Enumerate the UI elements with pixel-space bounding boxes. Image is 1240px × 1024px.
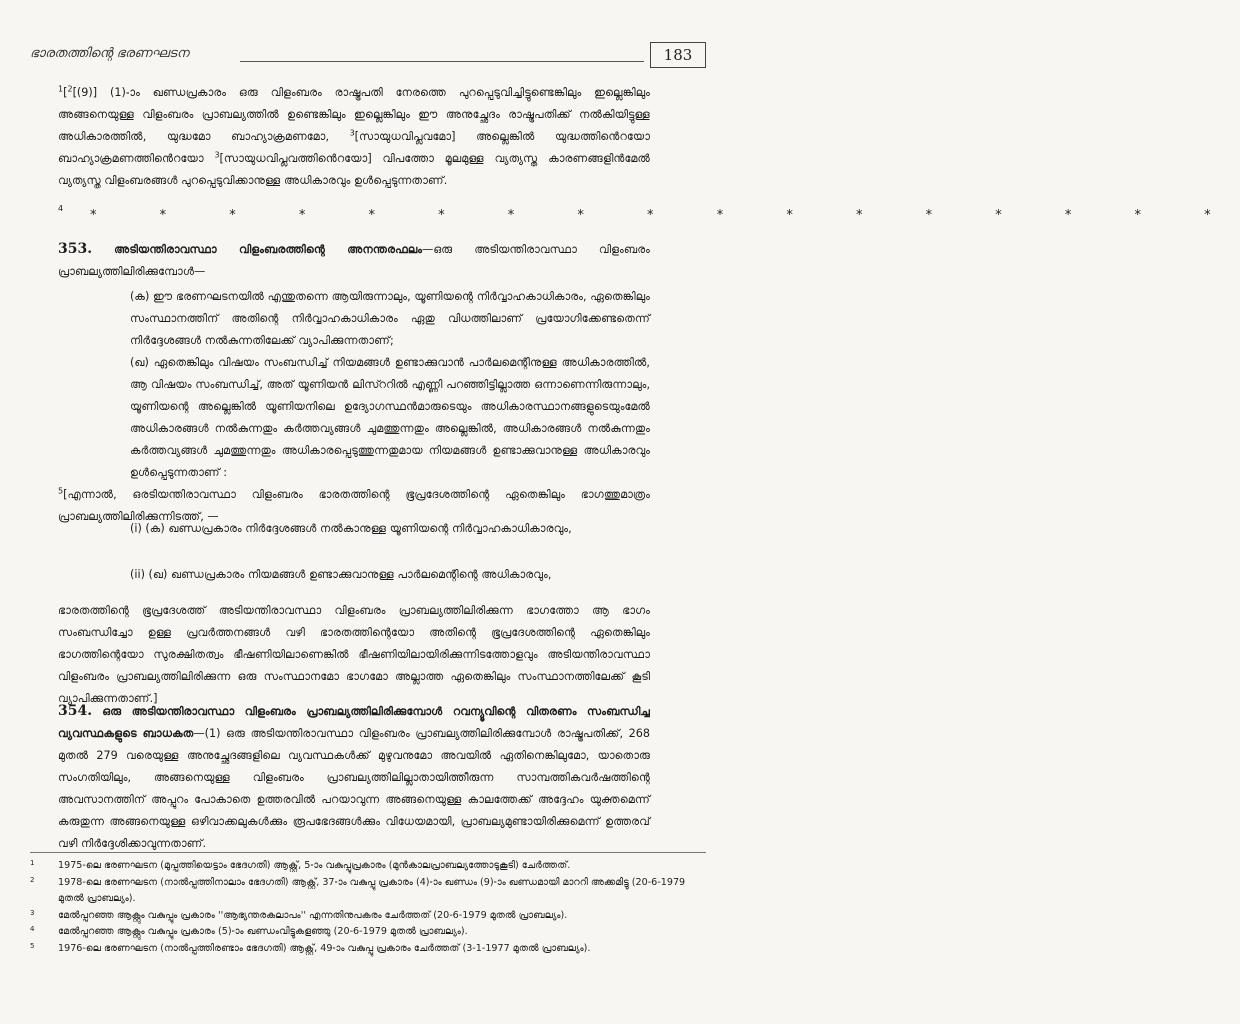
footnote [30, 858, 706, 875]
section-lead: —ഒരു അടിയന്തിരാവസ്ഥാ വിളംബരം പ്രാബല്യത്തിലിരിക്കുമ്പോൾ— [58, 243, 650, 278]
intro-paragraph [58, 82, 650, 192]
footnote-ref: 5 [58, 486, 64, 496]
section-body: —(1) ഒരു അടിയന്തിരാവസ്ഥാ വിളംബരം പ്രാബല്യത്തിലിരിക്കുമ്പോൾ രാഷ്ട്രപതിക്ക്, 268 മുതൽ 279 വരെയുള്ള അനുച്ഛേദങ്ങളിലെ വ്യവസ്ഥകൾക്ക് മുഴുവനുമോ അവയിൽ ഏതിനെങ്കിലുമോ, യാതൊരു സംഗതിയിലും, അങ്ങനെയുള്ള വിളംബരം പ്രാബല്യത്തിലില്ലാതായിത്തീരുന്ന സാമ്പത്തികവർഷത്തിന്റെ അവസാനത്തിന് അപ്പുറം പോകാതെ ഉത്തരവിൽ പറയാവുന്ന അങ്ങനെയുള്ള കാലത്തേക്ക് അദ്ദേഹം യുക്തമെന്ന് കരുതുന്ന അങ്ങനെയുള്ള ഒഴിവാക്കലുകൾക്കും രൂപഭേദങ്ങൾക്കും വിധേയമായി, പ്രാബല്യമുണ്ടായിരിക്കുമെന്ന് ഉത്തരവ് വഴി നിർദ്ദേശിക്കാവുന്നതാണ്. [58, 727, 650, 850]
intro-text: [സായുധവിപ്ലവമോ] അല്ലെങ്കിൽ യുദ്ധത്തിൻെറയോ ബാഹ്യാക്രമണത്തിൻെറയോ [58, 130, 650, 165]
footnote-ref: 3 [349, 128, 355, 138]
section-number: 354. [58, 703, 93, 719]
section-353-heading [58, 238, 650, 283]
footnote-number: 5 [30, 941, 35, 950]
subclause-i: (i) (ക) ഖണ്ഡപ്രകാരം നിർദ്ദേശങ്ങൾ നൽകാനുള്ള യൂണിയന്റെ നിർവ്വാഹകാധികാരവും, [130, 522, 572, 535]
footnote-text: 1976-ലെ ഭരണഘടന (നാൽപ്പത്തിരണ്ടാം ഭേദഗതി) ആക്റ്റ്, 49-ാം വകുപ്പു പ്രകാരം ചേർത്തത് (3-1-1977 മുതൽ പ്രാബല്യം). [58, 942, 591, 954]
footnote-text: മേൽപ്പറഞ്ഞ ആക്റ്റും വകുപ്പും പ്രകാരം (5)-ാം ഖണ്ഡംവിട്ടുകളഞ്ഞു (20-6-1979 മുതൽ പ്രാബല്യം). [58, 926, 468, 937]
footnote-number: 4 [30, 925, 35, 933]
intro-text: [(9)] (1)-ാം ഖണ്ഡപ്രകാരം ഒരു വിളംബരം രാഷ്ട്രപതി നേരത്തെ പുറപ്പെടുവിച്ചിട്ടുണ്ടെങ്കിലും ഇല്ലെങ്കിലും അങ്ങനെയുള്ള വിളംബരം പ്രാബല്യത്തിൽ ഉണ്ടെങ്കിലും ഇല്ലെങ്കിലും ഈ അനുച്ഛേദം രാഷ്ട്രപതിക്ക് നൽകിയിട്ടുള്ള അധികാരത്തിൽ, യുദ്ധമോ ബാഹ്യാക്രമണമോ, [58, 86, 650, 143]
footnote-ref: 1 [58, 84, 64, 94]
stars: * * * * * * * * * * * * * * * * * [90, 208, 1240, 223]
footnote-ref: 3 [214, 150, 220, 160]
footnote-text: 1978-ലെ ഭരണഘടന (നാൽപ്പത്തിനാലാം ഭേദഗതി) ആക്റ്റ്, 37-ാം വകുപ്പു പ്രകാരം (4)-ാം ഖണ്ഡം (9)-ാം ഖണ്ഡമായി മാററി അക്കമിട്ടു (20-6-1979 മുതൽ പ്രാബല്യം). [58, 876, 686, 904]
footnote [30, 941, 706, 958]
section-title: അടിയന്തിരാവസ്ഥാ വിളംബരത്തിന്റെ അനന്തരഫലം [114, 243, 423, 256]
footnote-text: മേൽപ്പറഞ്ഞ ആക്റ്റും വകുപ്പും പ്രകാരം ''ആഭ്യന്തരകലാപം'' എന്നതിനുപകരം ചേർത്തത് (20-6-1979 മുതൽ പ്രാബല്യം). [58, 909, 568, 921]
footnote-ref: 2 [67, 84, 73, 94]
page-number: 183 [650, 42, 706, 68]
proviso-text: [എന്നാൽ, ഒരടിയന്തിരാവസ്ഥാ വിളംബരം ഭാരതത്തിന്റെ ഭൂപ്രദേശത്തിന്റെ ഏതെങ്കിലും ഭാഗത്തുമാത്രം പ്രാബല്യത്തിലിരിക്കുന്നിടത്ത്, — [58, 488, 650, 523]
footnote [30, 875, 706, 908]
omission-stars [58, 204, 1240, 228]
header-rule [240, 61, 644, 62]
proviso-end: ഭാരതത്തിന്റെ ഭൂപ്രദേശത്ത് അടിയന്തിരാവസ്ഥാ വിളംബരം പ്രാബല്യത്തിലിരിക്കുന്ന ഭാഗത്തോ ആ ഭാഗം സംബന്ധിച്ചോ ഉള്ള പ്രവർത്തനങ്ങൾ വഴി ഭാരതത്തിന്റെയോ അതിന്റെ ഭൂപ്രദേശത്തിന്റെ ഏതെങ്കിലും ഭാഗത്തിന്റെയോ സുരക്ഷിതത്വം ഭീഷണിയിലാണെങ്കിൽ ഭീഷണിയിലായിരിക്കുന്നിടത്തോളവും അടിയന്തിരാവസ്ഥാ വിളംബരം പ്രാബല്യത്തിലിരിക്കുന്ന ഒരു സംസ്ഥാനമോ ഭാഗമോ അല്ലാത്ത ഏതെങ്കിലും സംസ്ഥാനത്തിലേക്ക് കൂടി വ്യാപിക്കുന്നതാണ്.] [58, 604, 650, 705]
page-header [30, 42, 706, 72]
footnote [30, 924, 706, 941]
clause-b: (ഖ) ഏതെങ്കിലും വിഷയം സംബന്ധിച്ച് നിയമങ്ങൾ ഉണ്ടാക്കുവാൻ പാർലമെന്റിനുള്ള അധികാരത്തിൽ, ആ വിഷയം സംബന്ധിച്ച്, അത് യൂണിയൻ ലിസ്ററിൽ എണ്ണി പറഞ്ഞിട്ടില്ലാത്ത ഒന്നാണെന്നിരുന്നാലും, യൂണിയന്റെ അല്ലെങ്കിൽ യൂണിയനിലെ ഉദ്യോഗസ്ഥൻമാരുടെയും അധികാരസ്ഥാനങ്ങളുടെയുംമേൽ അധികാരങ്ങൾ നൽകുന്നതും കർത്തവ്യങ്ങൾ ചുമത്തുന്നതും അല്ലെങ്കിൽ, അധികാരങ്ങൾ നൽകുന്നതും കർത്തവ്യങ്ങൾ ചുമത്തുന്നതും അധികാരപ്പെടുത്തുന്നതുമായ നിയമങ്ങൾ ഉണ്ടാക്കുവാനുള്ള അധികാരവും ഉൾപ്പെടുന്നതാണ് : [130, 356, 650, 479]
footnote-number: 2 [30, 875, 35, 884]
running-title: ഭാരതത്തിന്റെ ഭരണഘടന [30, 46, 189, 61]
footnote-text: 1975-ലെ ഭരണഘടന (മുപ്പത്തിയെട്ടാം ഭേദഗതി) ആക്റ്റ്, 5-ാം വകുപ്പുപ്രകാരം (മുൻകാലപ്രാബല്യത്തോടുകൂടി) ചേർത്തത്. [58, 860, 571, 871]
footnotes [30, 858, 706, 957]
section-title: ഒരു അടിയന്തിരാവസ്ഥാ വിളംബരം പ്രാബല്യത്തിലിരിക്കുമ്പോൾ റവന്യൂവിന്റെ വിതരണം സംബന്ധിച്ച വ്യവസ്ഥകളുടെ ബാധകത [58, 705, 651, 740]
footnote-number: 1 [30, 859, 35, 867]
footnote-rule [30, 852, 706, 853]
footnote-number: 3 [30, 908, 35, 917]
subclause-ii: (ii) (ഖ) ഖണ്ഡപ്രകാരം നിയമങ്ങൾ ഉണ്ടാക്കുവാനുള്ള പാർലമെന്റിന്റെ അധികാരവും, [130, 568, 552, 581]
footnote-ref: 4 [58, 204, 64, 213]
clause-a: (ക) ഈ ഭരണഘടനയിൽ എന്തുതന്നെ ആയിരുന്നാലും, യൂണിയന്റെ നിർവ്വാഹകാധികാരം, ഏതെങ്കിലും സംസ്ഥാനത്തിന് അതിന്റെ നിർവ്വാഹകാധികാരം ഏതു വിധത്തിലാണ് പ്രയോഗിക്കേണ്ടതെന്ന് നിർദ്ദേശങ്ങൾ നൽകുന്നതിലേക്ക് വ്യാപിക്കുന്നതാണ്; [130, 290, 650, 347]
intro-text: [സായുധവിപ്ലവത്തിൻെറയോ] വിപത്തോ മൂലമുള്ള വ്യത്യസ്ത കാരണങ്ങളിൻമേൽ വ്യത്യസ്ത വിളംബരങ്ങൾ പുറപ്പെടുവിക്കാനുള്ള അധികാരവും ഉൾപ്പെടുന്നതാണ്. [58, 152, 650, 187]
section-number: 353. [58, 241, 93, 257]
bracket: [ [63, 86, 68, 99]
section-354 [58, 700, 650, 855]
footnote [30, 908, 706, 925]
